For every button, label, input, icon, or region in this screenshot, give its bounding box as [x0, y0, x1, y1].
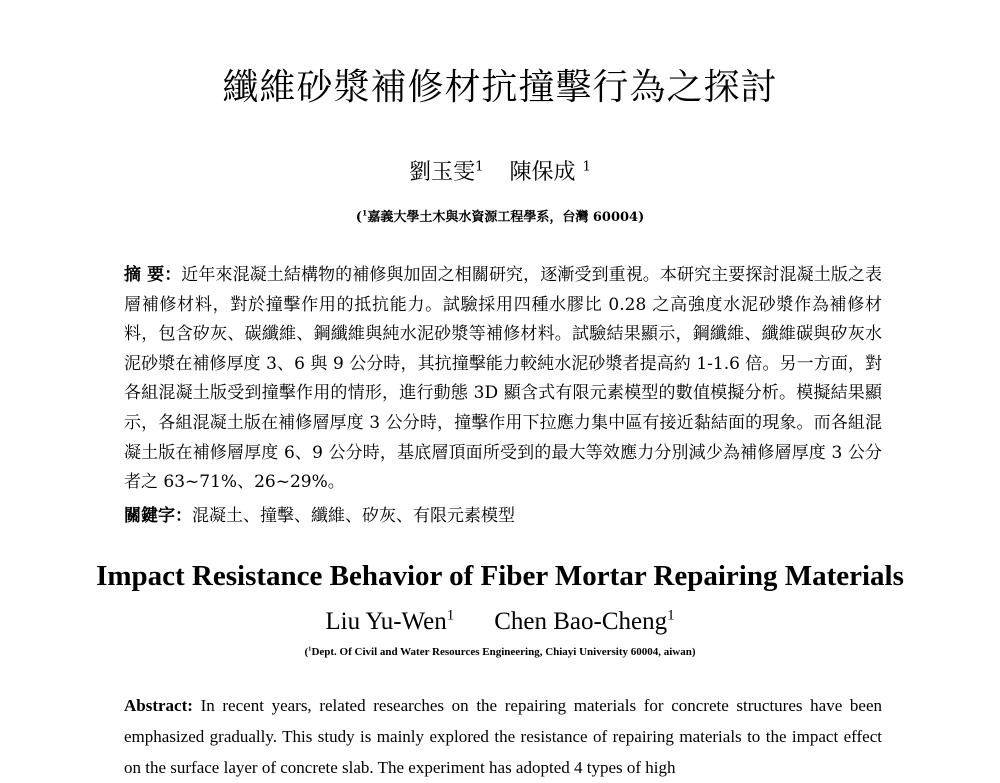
chinese-author-2-name: 陳保成 [509, 160, 576, 185]
chinese-affiliation-sup: 1 [361, 208, 368, 218]
chinese-keywords [124, 502, 882, 530]
english-abstract-text: In recent years, related researches on the repairing materials for concrete structures have been emphasized gradually. This study is mainly explored the resistance of repairing materials to the impact effect on the surface layer of concrete slab. The experiment has adopted 4 types of high [124, 696, 882, 777]
english-title: Impact Resistance Behavior of Fiber Mortar Repairing Materials [96, 560, 904, 592]
english-affiliation-text: Dept. Of Civil and Water Resources Engineering, Chiayi University 60004, aiwan) [311, 646, 696, 658]
chinese-author-2 [510, 160, 591, 185]
chinese-author-1-name: 劉玉雯 [409, 160, 476, 185]
english-affiliation-open: ( [304, 646, 309, 658]
chinese-title: 纖維砂漿補修材抗撞擊行為之探討 [222, 67, 778, 108]
chinese-abstract [124, 261, 882, 498]
english-author-2-name: Chen Bao-Cheng [494, 608, 668, 635]
chinese-affiliation-open: ( [355, 210, 362, 225]
english-abstract-label: Abstract: [124, 696, 193, 715]
english-affiliation [0, 644, 1000, 660]
chinese-abstract-text: 近年來混凝土結構物的補修與加固之相關研究，逐漸受到重視。本研究主要探討混凝土版之表層補修材料，對於撞擊作用的抵抗能力。試驗採用四種水膠比 0.28 之高強度水泥砂漿作為補修材料，包含矽灰、碳纖維、鋼纖維與純水泥砂漿等補修材料。試驗結果顯示，鋼纖維、纖維碳與矽灰水泥砂漿在補修厚度 3、6 與 9 公分時，其抗撞擊能力較純水泥砂漿者提高約 1-1.6 倍。另一方面，對各組混凝土版受到撞擊作用的情形，進行動態 3D 顯含式有限元素模型的數值模擬分析。模擬結果顯示，各組混凝土版在補修層厚度 3 公分時，撞擊作用下拉應力集中區有接近黏結面的現象。而各組混凝土版在補修層厚度 6、9 公分時，基底層頂面所受到的最大等效應力分別減少為補修層厚度 3 公分者之 63~71%、26~29%。 [124, 265, 883, 493]
chinese-affiliation [0, 208, 1000, 228]
chinese-abstract-label: 摘 要： [124, 265, 182, 285]
english-affiliation-sup: 1 [308, 645, 312, 653]
english-authors [0, 605, 1000, 639]
english-author-1 [325, 608, 454, 635]
english-author-1-name: Liu Yu-Wen [325, 608, 447, 635]
english-author-1-sup: 1 [446, 607, 455, 624]
chinese-authors [0, 158, 1000, 188]
english-author-2-sup: 1 [667, 607, 675, 624]
chinese-keywords-label: 關鍵字： [124, 506, 192, 526]
english-author-2 [494, 608, 674, 635]
chinese-author-2-sup: 1 [582, 159, 591, 175]
chinese-author-1 [409, 160, 483, 185]
chinese-author-1-sup: 1 [475, 159, 484, 175]
chinese-keywords-text: 混凝土、撞擊、纖維、矽灰、有限元素模型 [192, 506, 515, 526]
chinese-affiliation-text: 嘉義大學土木與水資源工程學系，台灣 60004) [367, 210, 645, 225]
english-abstract [124, 690, 882, 783]
